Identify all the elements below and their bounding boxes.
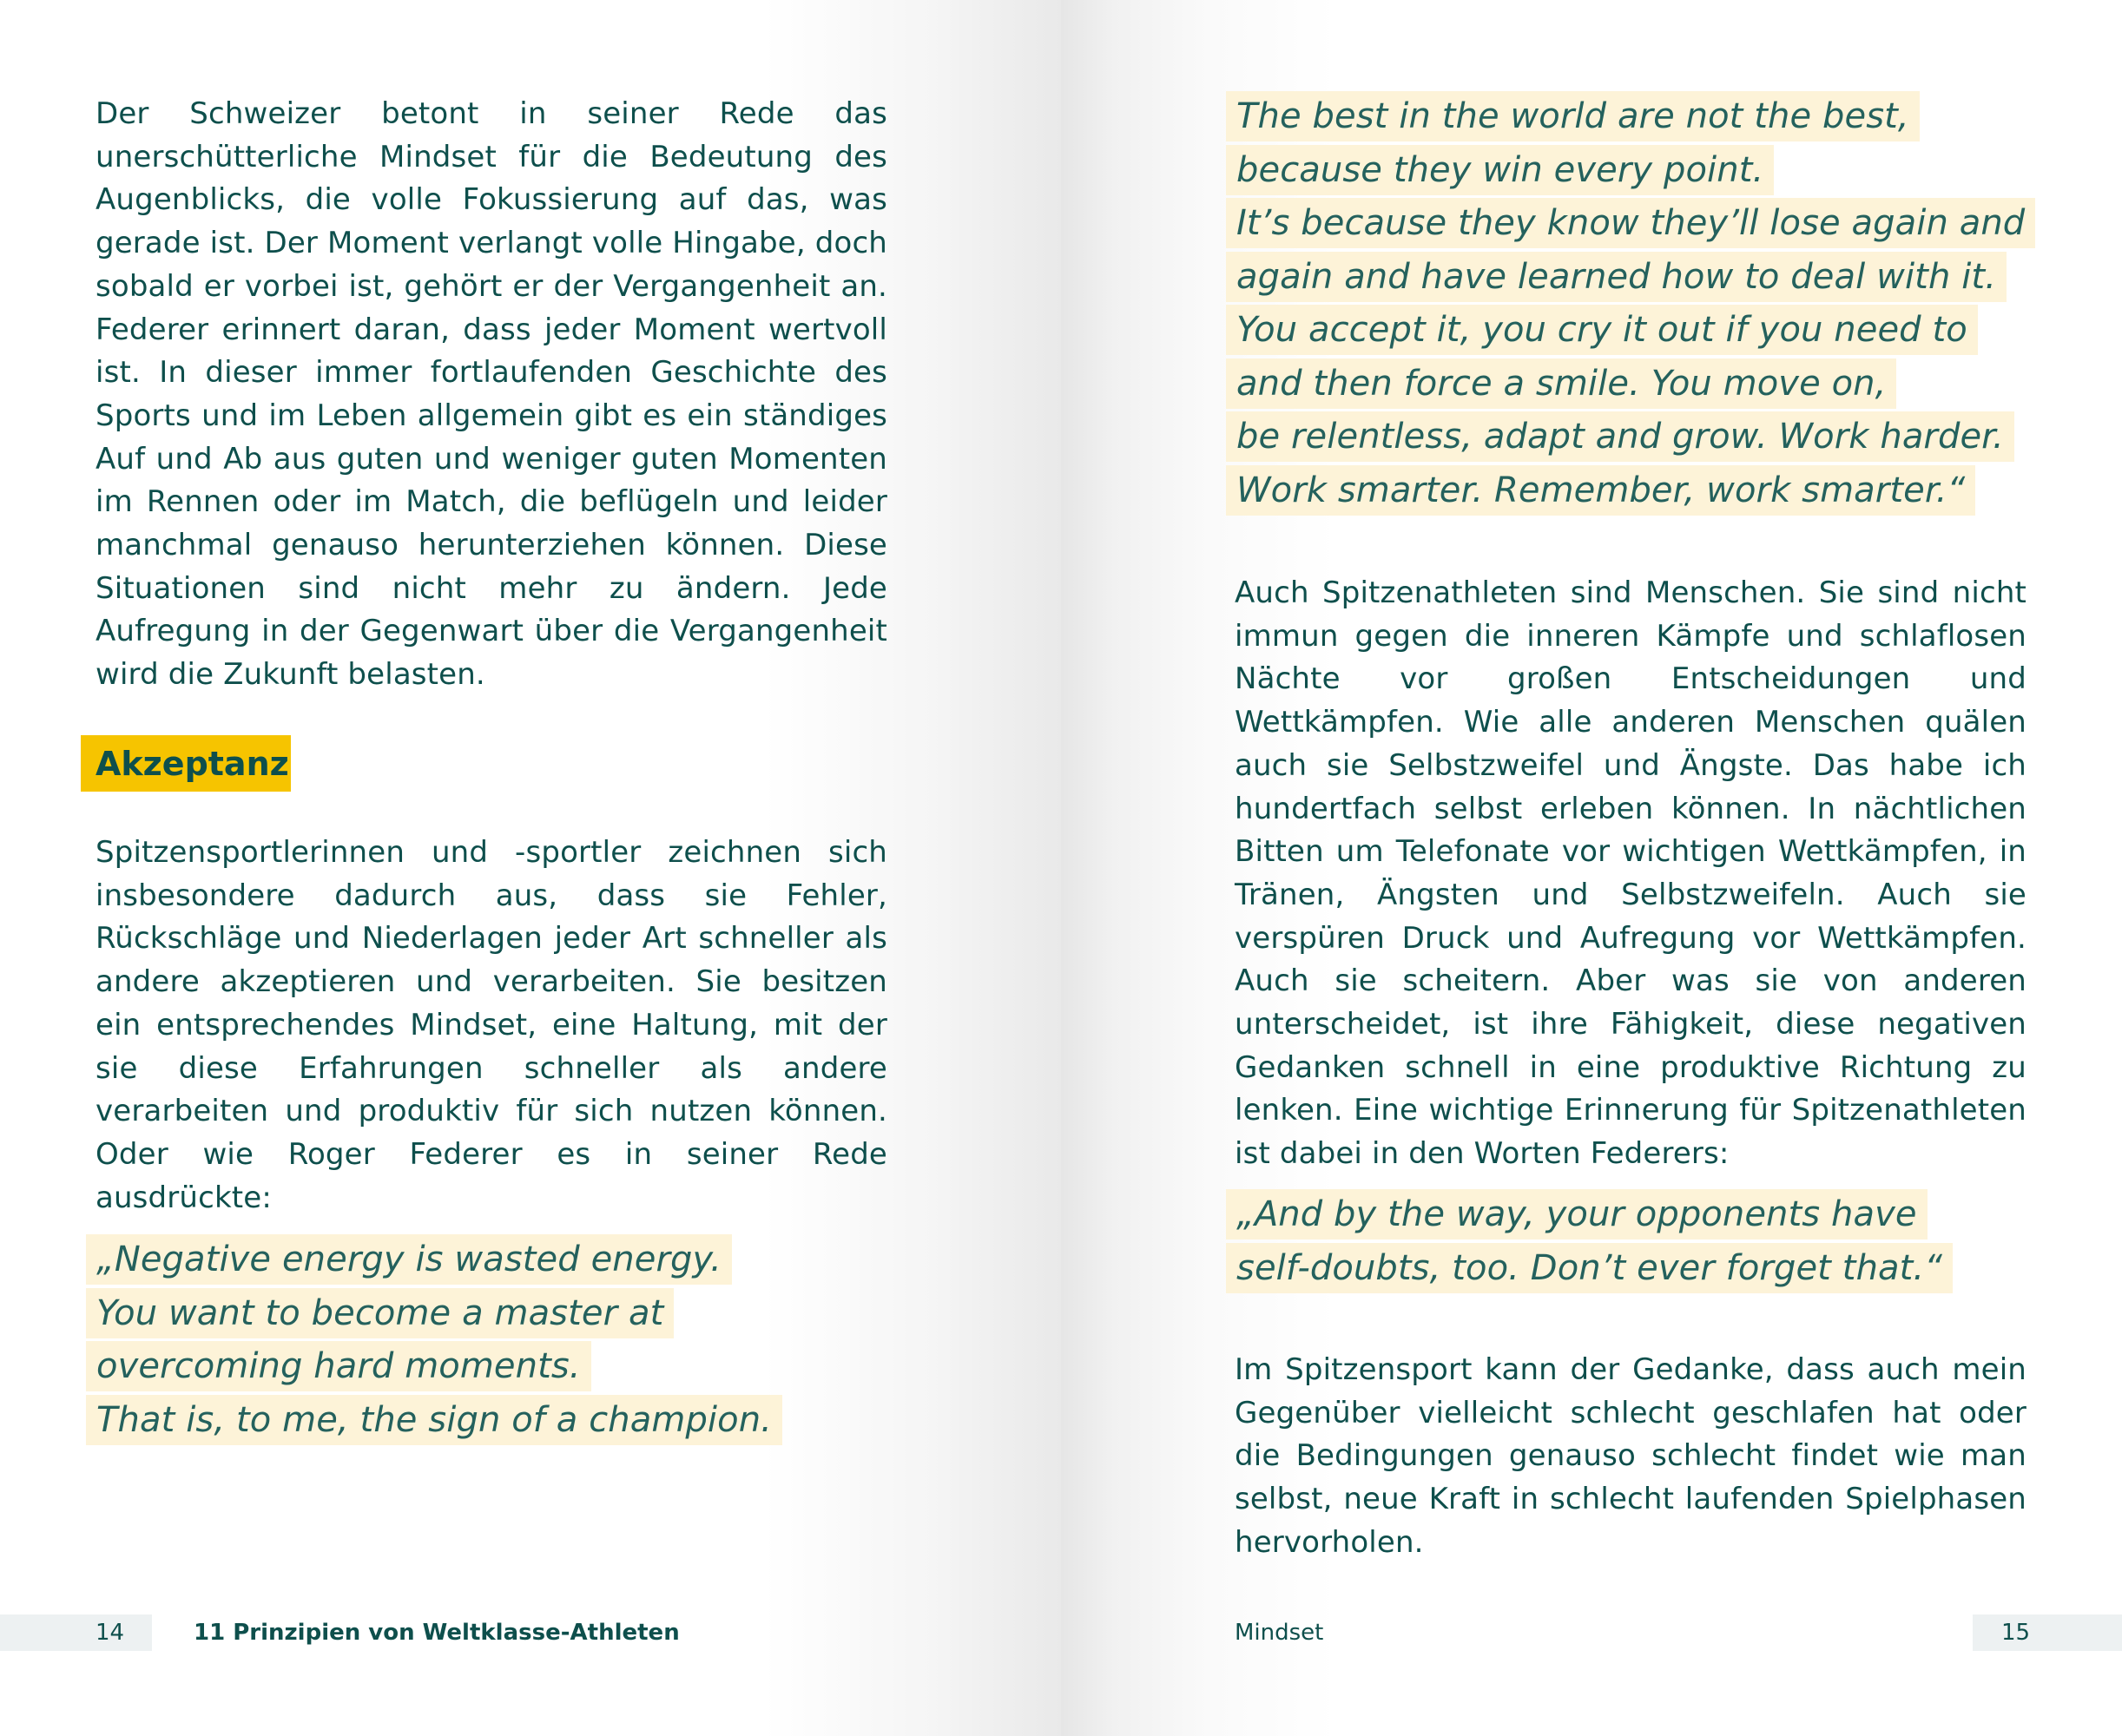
quote-line: You accept it, you cry it out if you need to xyxy=(1226,305,1978,355)
quote-line: The best in the world are not the best, xyxy=(1226,91,1920,141)
left-paragraph-1: Der Schweizer betont in seiner Rede das unerschütterliche Mindset für die Bedeutung des Augenblicks, die volle Fokussierung auf das, was gerade ist. Der Moment verlangt volle Hingabe, doch sobald er vorbei ist, gehört er der Vergangenheit an. Federer erinnert daran, dass jeder Moment wertvoll ist. In dieser immer fortlaufenden Geschichte des Sports und im Leben allgemein gibt es ein ständiges Auf und Ab aus guten und weniger guten Momenten im Rennen oder im Match, die beflügeln und leider manchmal genauso herunterziehen können. Diese Situationen sind nicht mehr zu ändern. Jede Aufregung in der Gegenwart über die Vergangenheit wird die Zukunft belasten. xyxy=(96,96,887,693)
running-title: Mindset xyxy=(1235,1620,1324,1646)
right-page xyxy=(1061,0,2122,1736)
federer-quote-left xyxy=(86,1234,782,1448)
quote-line: self-doubts, too. Don’t ever forget that.“ xyxy=(1226,1243,1953,1293)
quote-line: again and have learned how to deal with it. xyxy=(1226,252,2007,302)
quote-line: and then force a smile. You move on, xyxy=(1226,358,1896,409)
quote-line: It’s because they know they’ll lose again and xyxy=(1226,198,2035,248)
page-number: 14 xyxy=(96,1620,125,1646)
federer-quote-right-2 xyxy=(1226,1189,1953,1296)
quote-line: You want to become a master at xyxy=(86,1288,674,1338)
quote-line: be relentless, adapt and grow. Work harder. xyxy=(1226,411,2014,462)
page-number-band xyxy=(1973,1614,2122,1651)
quote-line: Work smarter. Remember, work smarter.“ xyxy=(1226,465,1975,516)
section-heading: Akzeptanz xyxy=(96,745,289,783)
left-paragraph-2: Spitzensportlerinnen und -sportler zeichnen sich insbesondere dadurch aus, dass sie Fehler, Rückschläge und Niederlagen jeder Art schneller als andere akzeptieren und verarbeiten. Sie besitzen ein entsprechendes Mindset, eine Haltung, mit der sie diese Erfahrungen schneller als andere verarbeiten und produktiv für sich nutzen können. Oder wie Roger Federer es in seiner Rede ausdrückte: xyxy=(96,835,887,1215)
page-number-band xyxy=(0,1614,152,1651)
page-number: 15 xyxy=(2001,1620,2031,1646)
federer-quote-right-1 xyxy=(1226,91,2035,518)
right-paragraph-2: Im Spitzensport kann der Gedanke, dass auch mein Gegenüber vielleicht schlecht geschlafen hat oder die Bedingungen genauso schlecht findet wie man selbst, neue Kraft in schlecht laufenden Spielphasen hervorholen. xyxy=(1235,1352,2026,1560)
running-title: 11 Prinzipien von Weltklasse-Athleten xyxy=(194,1620,680,1646)
quote-line: overcoming hard moments. xyxy=(86,1341,591,1391)
quote-line: „And by the way, your opponents have xyxy=(1226,1189,1928,1240)
quote-line: That is, to me, the sign of a champion. xyxy=(86,1395,782,1445)
quote-line: because they win every point. xyxy=(1226,145,1774,195)
right-paragraph-1: Auch Spitzenathleten sind Menschen. Sie sind nicht immun gegen die inneren Kämpfe und schlaflosen Nächte vor großen Entscheidungen und Wettkämpfen. Wie alle anderen Menschen quälen auch sie Selbstzweifel und Ängste. Das habe ich hundertfach selbst erleben können. In nächtlichen Bitten um Telefonate vor wichtigen Wettkämpfen, in Tränen, Ängsten und Selbstzweifeln. Auch sie verspüren Druck und Aufregung vor Wettkämpfen. Auch sie scheitern. Aber was sie von anderen unterscheidet, ist ihre Fähigkeit, diese negativen Gedanken schnell in eine produktive Richtung zu lenken. Eine wichtige Erinnerung für Spitzenathleten ist dabei in den Worten Federers: xyxy=(1235,575,2026,1172)
quote-line: „Negative energy is wasted energy. xyxy=(86,1234,732,1285)
